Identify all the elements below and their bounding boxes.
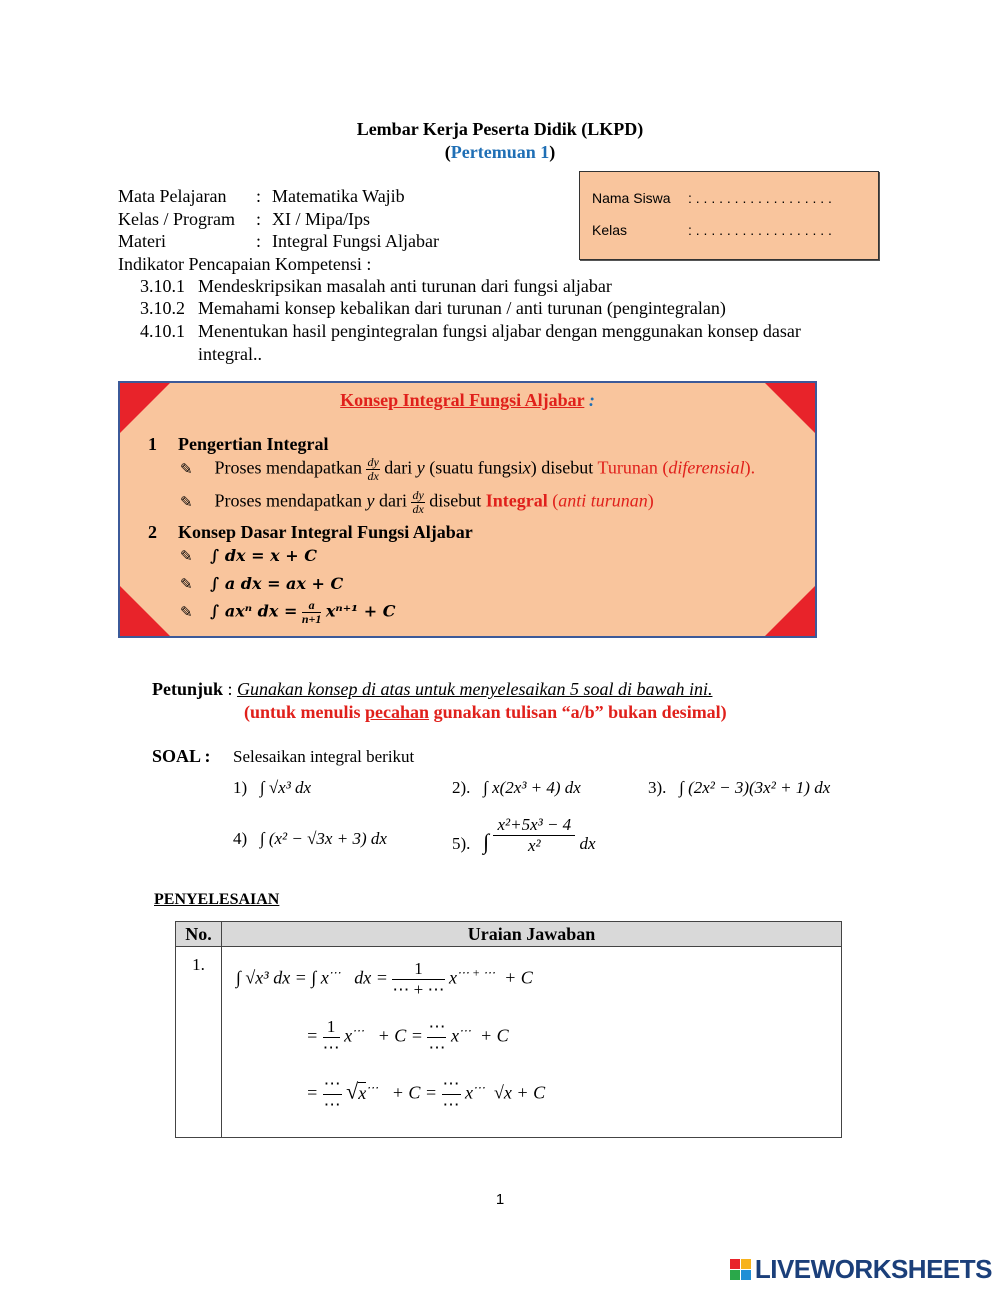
term-end: ).	[744, 457, 756, 478]
blank-exponent[interactable]: ⋯ + ⋯	[457, 965, 496, 980]
var-x: x	[522, 457, 531, 478]
eq-part: + C =	[391, 1082, 438, 1103]
section-title: Pengertian Integral	[178, 434, 329, 454]
bullet-text: Proses mendapatkan	[214, 490, 362, 511]
blank-exponent[interactable]: ⋯	[366, 1080, 379, 1095]
eq-part: x	[358, 1082, 367, 1103]
info-value: Matematika Wajib	[272, 186, 405, 206]
frac-den-blank[interactable]: ⋯	[322, 1038, 340, 1057]
concept-bullet-integral	[180, 489, 654, 516]
var-y: y	[366, 490, 375, 511]
eq-part: x	[449, 967, 457, 988]
meeting-open: (	[444, 142, 451, 162]
class-sep: :	[688, 222, 692, 238]
student-name-box	[579, 171, 879, 260]
meeting-close: )	[549, 142, 556, 162]
concept-bullet-derivative	[180, 456, 755, 483]
formula-text: ∫ 𝒂𝒙ⁿ 𝒅𝒙 =	[210, 601, 298, 621]
soal-num: 3).	[648, 778, 667, 797]
info-subject	[118, 186, 405, 207]
note-underline: pecahan	[365, 702, 430, 722]
answer-line-2	[306, 1017, 509, 1058]
col-uraian: Uraian Jawaban	[222, 922, 842, 947]
frac-num: dy	[412, 488, 424, 502]
indicator-text: Menentukan hasil pengintegralan fungsi aljabar dengan menggunakan konsep dasar	[198, 321, 801, 341]
answer-line-1	[236, 959, 533, 1000]
info-label: Kelas / Program	[118, 209, 235, 229]
eq-part: √x	[494, 1082, 512, 1103]
student-name-field[interactable]: . . . . . . . . . . . . . . . . . .	[695, 190, 832, 206]
formula-text: ∫ 𝒅𝒙 = 𝒙 + 𝑪	[210, 546, 317, 565]
eq-part: ∫ √x³ dx = ∫ x	[236, 967, 329, 988]
eq-part: dx =	[354, 967, 388, 988]
eq-part: + C	[504, 967, 533, 988]
var-y: y	[416, 457, 425, 478]
concept-title	[120, 390, 815, 411]
indicator-text: Memahami konsep kebalikan dari turunan / anti turunan (pengintegralan)	[198, 298, 726, 318]
student-name-row[interactable]	[592, 190, 832, 206]
indicator-item	[140, 321, 801, 342]
indicator-continuation: integral..	[198, 344, 262, 364]
instruction-sep: :	[227, 679, 233, 699]
soal-3	[648, 778, 830, 798]
formula-1	[180, 545, 317, 566]
solution-heading: PENYELESAIAN	[154, 891, 280, 908]
frac-den: n+1	[301, 612, 322, 626]
corner-triangle-bottom-right	[765, 586, 815, 636]
sqrt-sign: √	[346, 1078, 359, 1104]
soal-expr: ∫ √x³ dx	[259, 778, 312, 797]
blank-fraction[interactable]	[392, 959, 444, 1000]
col-no: No.	[176, 922, 222, 947]
frac-num: 1	[323, 1017, 340, 1038]
meeting-subtitle	[0, 142, 1000, 163]
frac-den-blank[interactable]: ⋯	[442, 1095, 460, 1114]
answer-cell[interactable]	[222, 947, 842, 1138]
concept-title-colon: :	[588, 390, 595, 410]
bullet-text: (suatu fungsi	[429, 457, 523, 478]
concept-box	[118, 381, 817, 638]
eq-part: x	[450, 1025, 459, 1046]
bullet-text: dari	[378, 490, 407, 511]
table-header-row	[176, 922, 842, 947]
concept-section-1	[148, 434, 328, 455]
term-open: (	[552, 490, 559, 511]
logo-text: LIVEWORKSHEETS	[754, 1254, 992, 1284]
indicator-num: 4.10.1	[140, 321, 185, 341]
integral-sign: ∫	[483, 829, 490, 854]
answer-table	[175, 921, 842, 1138]
page-number: 1	[495, 1191, 505, 1208]
eq-part: x	[344, 1025, 353, 1046]
note-text: gunakan tulisan “a/b” bukan desimal)	[433, 702, 727, 722]
term-anti-turunan: anti turunan	[558, 490, 648, 511]
frac-den-blank[interactable]: ⋯	[428, 1038, 446, 1057]
soal-label: SOAL :	[152, 746, 211, 766]
frac-num: dy	[367, 455, 379, 469]
student-class-row[interactable]	[592, 222, 832, 238]
bullet-text: Proses mendapatkan	[214, 457, 362, 478]
indicator-heading: Indikator Pencapaian Kompetensi :	[118, 254, 372, 274]
frac-den-blank[interactable]: ⋯	[323, 1095, 341, 1114]
soal-expr: ∫ (x² − √3x + 3) dx	[259, 829, 387, 848]
soal-1	[233, 778, 311, 798]
section-title: Konsep Dasar Integral Fungsi Aljabar	[178, 522, 473, 542]
pencil-icon: ✎	[180, 459, 193, 478]
pencil-icon: ✎	[180, 547, 193, 565]
frac-num: 1	[392, 959, 444, 980]
formula-2	[180, 573, 343, 594]
formula-3	[180, 599, 395, 626]
blank-fraction[interactable]	[442, 1074, 461, 1115]
blank-exponent[interactable]: ⋯	[328, 965, 341, 980]
concept-title-text: Konsep Integral Fungsi Aljabar	[340, 390, 585, 410]
term-close: )	[647, 490, 654, 511]
formula-text: ∫ 𝒂 𝒅𝒙 = 𝒂𝒙 + 𝑪	[210, 574, 344, 593]
frac-den: x²	[527, 836, 541, 855]
eq-part: + C =	[377, 1025, 423, 1046]
student-name-label: Nama Siswa	[592, 190, 671, 206]
dy-dx-fraction	[366, 456, 379, 483]
info-class	[118, 209, 370, 230]
instruction-label: Petunjuk	[152, 679, 224, 699]
pencil-icon: ✎	[180, 492, 193, 511]
row-number: 1.	[176, 947, 222, 1138]
indicator-item	[140, 276, 612, 297]
dy-dx-fraction	[411, 489, 424, 516]
meeting-label: Pertemuan 1	[450, 142, 550, 162]
blank-fraction[interactable]	[323, 1017, 340, 1058]
info-label: Mata Pelajaran	[118, 186, 227, 206]
eq-sign: =	[306, 1082, 319, 1103]
answer-line-3	[306, 1074, 545, 1115]
frac-den: dx	[412, 502, 424, 516]
bullet-text: dari	[384, 457, 413, 478]
bullet-text: disebut	[429, 490, 482, 511]
student-class-label: Kelas	[592, 222, 628, 238]
eq-part: + C	[479, 1025, 509, 1046]
blank-fraction[interactable]	[323, 1074, 342, 1115]
frac-den: dx	[367, 469, 379, 483]
term-diferensial: diferensial	[668, 457, 745, 478]
eq-part: x	[465, 1082, 474, 1103]
corner-triangle-bottom-left	[120, 586, 170, 636]
eq-part: + C	[516, 1082, 546, 1103]
name-sep: :	[688, 190, 692, 206]
logo-blocks-icon	[730, 1259, 751, 1280]
info-sep: :	[256, 209, 262, 229]
a-over-n1-fraction	[302, 599, 322, 626]
info-value: Integral Fungsi Aljabar	[272, 231, 439, 251]
blank-exponent[interactable]: ⋯	[458, 1023, 471, 1038]
frac-den-blank[interactable]: ⋯ + ⋯	[392, 980, 445, 999]
soal-num: 2).	[452, 778, 471, 797]
indicator-num: 3.10.1	[140, 276, 185, 296]
frac-num-blank[interactable]: ⋯	[323, 1074, 341, 1093]
soal-5-fraction	[493, 815, 575, 856]
indicator-text: Mendeskripsikan masalah anti turunan dari fungsi aljabar	[198, 276, 612, 296]
soal-intro: Selesaikan integral berikut	[233, 747, 415, 766]
page-title: Lembar Kerja Peserta Didik (LKPD)	[356, 119, 644, 139]
instruction-text: Gunakan konsep di atas untuk menyelesaikan 5 soal di bawah ini.	[237, 679, 713, 699]
note-text: (untuk menulis	[244, 702, 361, 722]
soal-2	[452, 778, 581, 798]
instruction-note	[244, 702, 727, 723]
soal-expr: ∫ (2x² − 3)(3x² + 1) dx	[679, 778, 831, 797]
soal-num: 1)	[233, 778, 248, 797]
term-integral: Integral	[485, 490, 548, 511]
soal-expr: ∫ x(2x³ + 4) dx	[483, 778, 581, 797]
formula-text: 𝒙ⁿ⁺¹ + 𝑪	[325, 601, 396, 621]
frac-num: x²+5x³ − 4	[493, 815, 575, 836]
frac-num-blank[interactable]: ⋯	[428, 1017, 446, 1036]
soal-4	[233, 829, 387, 849]
indicator-num: 3.10.2	[140, 298, 185, 318]
instruction	[152, 679, 712, 700]
term-turunan: Turunan (	[597, 457, 669, 478]
info-label: Materi	[118, 231, 166, 251]
liveworksheets-logo	[730, 1254, 992, 1285]
frac-num: a	[302, 599, 322, 613]
section-number: 2	[148, 522, 157, 542]
section-number: 1	[148, 434, 157, 454]
eq-sign: =	[306, 1025, 319, 1046]
soal-num: 4)	[233, 829, 248, 848]
blank-exponent[interactable]: ⋯	[352, 1023, 365, 1038]
info-sep: :	[256, 231, 262, 251]
soal-5	[452, 815, 595, 856]
table-row	[176, 947, 842, 1138]
pencil-icon: ✎	[180, 575, 193, 593]
bullet-text: ) disebut	[530, 457, 594, 478]
info-value: XI / Mipa/Ips	[272, 209, 370, 229]
concept-section-2	[148, 522, 473, 543]
dx: dx	[579, 834, 596, 853]
frac-num-blank[interactable]: ⋯	[442, 1074, 460, 1093]
soal-num: 5).	[452, 834, 471, 853]
blank-exponent[interactable]: ⋯	[473, 1080, 486, 1095]
indicator-item	[140, 298, 726, 319]
info-sep: :	[256, 186, 262, 206]
blank-fraction[interactable]	[427, 1017, 446, 1058]
student-class-field[interactable]: . . . . . . . . . . . . . . . . . .	[695, 222, 832, 238]
info-material	[118, 231, 439, 252]
pencil-icon: ✎	[180, 602, 193, 621]
